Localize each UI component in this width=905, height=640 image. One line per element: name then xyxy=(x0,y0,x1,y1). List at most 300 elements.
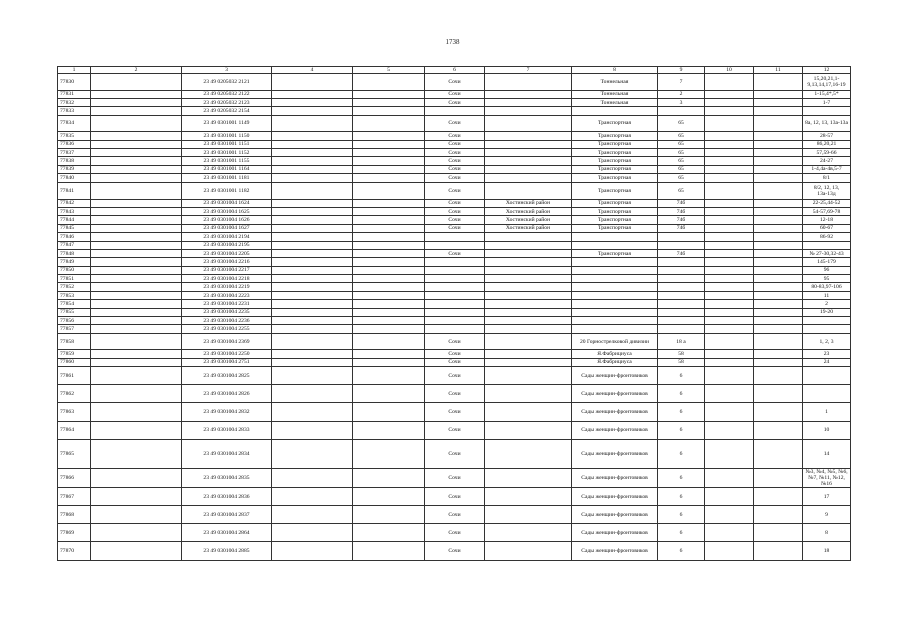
table-cell xyxy=(353,524,425,542)
table-cell xyxy=(272,148,353,156)
table-cell xyxy=(353,367,425,385)
table-row xyxy=(58,275,851,283)
table-cell xyxy=(705,333,754,350)
table-cell: Транспортная xyxy=(572,174,658,182)
table-cell: Сочи xyxy=(425,542,485,560)
table-row xyxy=(58,308,851,316)
table-cell xyxy=(272,524,353,542)
table-cell xyxy=(91,115,182,132)
table-cell xyxy=(485,317,572,325)
table-cell: 28-57 xyxy=(803,132,851,140)
table-cell xyxy=(754,207,803,215)
table-cell: 23 xyxy=(803,350,851,358)
table-cell: 77834 xyxy=(58,115,91,132)
table-cell xyxy=(485,325,572,333)
table-cell: 65 xyxy=(658,140,705,148)
table-cell xyxy=(705,385,754,403)
table-row xyxy=(58,300,851,308)
table-cell xyxy=(353,115,425,132)
table-row xyxy=(58,421,851,439)
table-cell: 77831 xyxy=(58,90,91,98)
table-cell xyxy=(91,216,182,224)
table-cell: Сочи xyxy=(425,468,485,487)
table-cell xyxy=(272,283,353,291)
table-cell xyxy=(272,403,353,421)
table-cell: 80-83,97-106 xyxy=(803,283,851,291)
column-header: 10 xyxy=(705,67,754,74)
table-cell: 65 xyxy=(658,132,705,140)
table-cell: Сады женщин-фронтовиков xyxy=(572,367,658,385)
table-cell xyxy=(572,325,658,333)
table-cell: 23 49 0301004 2216 xyxy=(182,258,272,266)
table-cell xyxy=(353,132,425,140)
table-row xyxy=(58,403,851,421)
table-cell xyxy=(754,317,803,325)
table-cell xyxy=(705,506,754,524)
table-cell: 23 49 0301004 2832 xyxy=(182,403,272,421)
table-cell xyxy=(353,165,425,173)
table-cell: Хостинский район xyxy=(485,199,572,207)
table-cell xyxy=(754,258,803,266)
table-cell xyxy=(754,385,803,403)
table-cell: 23 49 0301004 1624 xyxy=(182,199,272,207)
column-header: 1 xyxy=(58,67,91,74)
table-cell xyxy=(754,421,803,439)
table-cell xyxy=(754,148,803,156)
table-cell xyxy=(705,140,754,148)
table-row xyxy=(58,249,851,257)
table-cell: Транспортная xyxy=(572,182,658,199)
table-cell xyxy=(353,487,425,505)
table-cell: Сочи xyxy=(425,524,485,542)
table-cell: 2 xyxy=(658,90,705,98)
table-cell: 77845 xyxy=(58,224,91,232)
table-cell xyxy=(272,350,353,358)
table-cell xyxy=(754,266,803,274)
table-cell: 77848 xyxy=(58,249,91,257)
table-cell: 77835 xyxy=(58,132,91,140)
table-cell: 6 xyxy=(658,487,705,505)
table-cell: 1 xyxy=(803,403,851,421)
table-cell xyxy=(353,199,425,207)
table-cell: 74б xyxy=(658,249,705,257)
table-cell: 77869 xyxy=(58,524,91,542)
column-header: 11 xyxy=(754,67,803,74)
table-cell xyxy=(754,98,803,106)
table-cell xyxy=(91,283,182,291)
table-cell: 23 49 0301004 2751 xyxy=(182,358,272,366)
table-cell: 23 49 0301001 1151 xyxy=(182,140,272,148)
table-cell: 77849 xyxy=(58,258,91,266)
table-cell xyxy=(91,308,182,316)
table-cell: 1-15,4*,5* xyxy=(803,90,851,98)
table-cell xyxy=(425,291,485,299)
table-cell: 6 xyxy=(658,403,705,421)
table-cell xyxy=(91,157,182,165)
table-cell xyxy=(705,148,754,156)
table-row xyxy=(58,98,851,106)
table-cell xyxy=(272,333,353,350)
table-cell xyxy=(91,275,182,283)
table-cell: 77852 xyxy=(58,283,91,291)
table-cell: 65 xyxy=(658,115,705,132)
table-cell xyxy=(705,115,754,132)
table-cell xyxy=(91,403,182,421)
table-cell xyxy=(705,308,754,316)
table-cell xyxy=(485,132,572,140)
table-cell xyxy=(91,233,182,241)
table-cell xyxy=(485,258,572,266)
table-cell xyxy=(705,300,754,308)
table-cell: Сочи xyxy=(425,249,485,257)
table-row xyxy=(58,524,851,542)
table-cell: Сочи xyxy=(425,199,485,207)
table-row xyxy=(58,506,851,524)
table-row xyxy=(58,174,851,182)
table-cell xyxy=(91,542,182,560)
table-cell xyxy=(425,233,485,241)
table-cell xyxy=(705,233,754,241)
table-cell xyxy=(572,317,658,325)
table-cell xyxy=(91,98,182,106)
table-cell: 19-20 xyxy=(803,308,851,316)
table-cell xyxy=(705,74,754,91)
table-cell xyxy=(754,468,803,487)
table-cell: 77836 xyxy=(58,140,91,148)
table-cell xyxy=(485,300,572,308)
table-cell: 86,20,21 xyxy=(803,140,851,148)
table-cell xyxy=(705,199,754,207)
table-cell: 8 xyxy=(803,524,851,542)
table-row xyxy=(58,132,851,140)
table-cell: 95 xyxy=(803,275,851,283)
table-cell xyxy=(353,98,425,106)
table-cell xyxy=(91,439,182,468)
table-cell: 145-179 xyxy=(803,258,851,266)
table-cell: 8а, 12, 13, 13а-13а xyxy=(803,115,851,132)
table-cell: 23 49 0301004 2195 xyxy=(182,241,272,249)
table-cell: 77868 xyxy=(58,506,91,524)
table-cell xyxy=(705,174,754,182)
table-cell xyxy=(91,506,182,524)
table-cell: 77865 xyxy=(58,439,91,468)
table-cell xyxy=(754,358,803,366)
table-cell: 23 49 0301004 1627 xyxy=(182,224,272,232)
table-cell: Сады женщин-фронтовиков xyxy=(572,403,658,421)
table-cell xyxy=(485,165,572,173)
table-cell xyxy=(754,300,803,308)
table-cell xyxy=(705,439,754,468)
table-cell xyxy=(91,224,182,232)
table-cell xyxy=(705,165,754,173)
table-row xyxy=(58,487,851,505)
table-cell xyxy=(425,325,485,333)
table-cell: 6 xyxy=(658,367,705,385)
table-cell: Сочи xyxy=(425,157,485,165)
column-header: 3 xyxy=(182,67,272,74)
table-cell: Сочи xyxy=(425,367,485,385)
table-cell xyxy=(705,157,754,165)
table-cell xyxy=(91,385,182,403)
table-cell: Сочи xyxy=(425,115,485,132)
table-cell xyxy=(705,107,754,115)
table-cell: 23 49 0301004 2223 xyxy=(182,291,272,299)
table-cell xyxy=(754,165,803,173)
table-cell xyxy=(572,291,658,299)
table-cell: 23 49 0301001 1150 xyxy=(182,132,272,140)
table-cell xyxy=(353,506,425,524)
table-cell xyxy=(272,300,353,308)
table-cell: Сады женщин-фронтовиков xyxy=(572,468,658,487)
table-cell: 6 xyxy=(658,439,705,468)
table-cell: Тоннельная xyxy=(572,74,658,91)
table-cell: 77861 xyxy=(58,367,91,385)
table-cell xyxy=(485,542,572,560)
table-cell xyxy=(485,524,572,542)
table-row xyxy=(58,74,851,91)
table-cell: 77860 xyxy=(58,358,91,366)
table-cell xyxy=(353,403,425,421)
table-cell xyxy=(485,275,572,283)
table-cell: Транспортная xyxy=(572,249,658,257)
table-cell xyxy=(754,90,803,98)
table-cell xyxy=(91,90,182,98)
table-cell: 24 xyxy=(803,358,851,366)
table-cell: 77830 xyxy=(58,74,91,91)
table-cell xyxy=(425,107,485,115)
table-cell: Хостинский район xyxy=(485,224,572,232)
table-cell xyxy=(91,468,182,487)
table-cell xyxy=(353,157,425,165)
table-cell: 60-67 xyxy=(803,224,851,232)
table-cell: 65 xyxy=(658,174,705,182)
table-cell xyxy=(485,487,572,505)
table-cell xyxy=(754,487,803,505)
table-row xyxy=(58,182,851,199)
table-cell: 77854 xyxy=(58,300,91,308)
table-cell: 23 49 0205032 2123 xyxy=(182,98,272,106)
table-cell xyxy=(272,367,353,385)
table-cell: 9 xyxy=(803,506,851,524)
table-cell xyxy=(705,421,754,439)
table-cell: Хостинский район xyxy=(485,207,572,215)
table-cell: Сочи xyxy=(425,385,485,403)
table-cell: 12-18 xyxy=(803,216,851,224)
table-cell: 77859 xyxy=(58,350,91,358)
table-cell: 77867 xyxy=(58,487,91,505)
table-cell: 77838 xyxy=(58,157,91,165)
table-cell xyxy=(803,107,851,115)
table-cell: Сочи xyxy=(425,224,485,232)
table-cell xyxy=(91,249,182,257)
table-cell: 10 xyxy=(803,421,851,439)
table-cell: 23 49 0301004 2255 xyxy=(182,325,272,333)
table-row xyxy=(58,90,851,98)
table-cell xyxy=(353,291,425,299)
table-cell xyxy=(91,358,182,366)
table-cell: 77862 xyxy=(58,385,91,403)
table-cell: 23 49 0301004 2235 xyxy=(182,308,272,316)
table-cell xyxy=(272,140,353,148)
table-cell xyxy=(754,216,803,224)
table-cell xyxy=(572,283,658,291)
table-cell: 6 xyxy=(658,524,705,542)
table-cell xyxy=(272,157,353,165)
table-cell: Сочи xyxy=(425,74,485,91)
table-row xyxy=(58,233,851,241)
table-cell xyxy=(425,275,485,283)
table-cell xyxy=(353,317,425,325)
table-cell: Сочи xyxy=(425,216,485,224)
table-cell xyxy=(353,385,425,403)
table-cell: 24-27 xyxy=(803,157,851,165)
table-row xyxy=(58,216,851,224)
table-cell xyxy=(353,182,425,199)
table-cell: 65 xyxy=(658,157,705,165)
table-cell xyxy=(572,275,658,283)
table-cell: Транспортная xyxy=(572,165,658,173)
table-cell xyxy=(353,308,425,316)
table-cell: Сочи xyxy=(425,148,485,156)
table-cell xyxy=(705,283,754,291)
table-cell xyxy=(485,182,572,199)
table-cell xyxy=(272,468,353,487)
table-cell xyxy=(91,174,182,182)
table-cell: 23 49 0301004 2885 xyxy=(182,542,272,560)
table-cell xyxy=(91,325,182,333)
table-cell: 23 49 0301004 2194 xyxy=(182,233,272,241)
table-cell xyxy=(485,439,572,468)
table-cell xyxy=(272,542,353,560)
table-cell xyxy=(485,233,572,241)
table-cell: 11 xyxy=(803,291,851,299)
column-header: 8 xyxy=(572,67,658,74)
table-row xyxy=(58,367,851,385)
table-cell: 77841 xyxy=(58,182,91,199)
table-row xyxy=(58,468,851,487)
table-cell: Транспортная xyxy=(572,115,658,132)
table-cell: Я.Фабрициуса xyxy=(572,350,658,358)
table-cell xyxy=(754,74,803,91)
table-cell xyxy=(658,258,705,266)
table-cell: 23 49 0301004 1625 xyxy=(182,207,272,215)
table-cell: Сочи xyxy=(425,90,485,98)
table-cell: 77837 xyxy=(58,148,91,156)
table-row xyxy=(58,385,851,403)
table-cell xyxy=(754,182,803,199)
table-cell xyxy=(353,258,425,266)
table-cell xyxy=(658,317,705,325)
table-cell: 18 xyxy=(803,542,851,560)
table-cell xyxy=(272,317,353,325)
table-cell: 77842 xyxy=(58,199,91,207)
table-cell xyxy=(272,258,353,266)
table-cell: 74б xyxy=(658,224,705,232)
table-cell xyxy=(353,283,425,291)
table-cell: 77833 xyxy=(58,107,91,115)
table-cell: № 27-30,32-43 xyxy=(803,249,851,257)
table-cell xyxy=(658,233,705,241)
table-cell xyxy=(353,333,425,350)
table-cell xyxy=(485,308,572,316)
table-cell xyxy=(91,182,182,199)
table-cell xyxy=(572,258,658,266)
table-cell xyxy=(353,233,425,241)
table-cell: 23 49 0301004 2835 xyxy=(182,468,272,487)
table-cell xyxy=(353,300,425,308)
table-cell xyxy=(705,524,754,542)
table-cell xyxy=(272,115,353,132)
table-cell xyxy=(425,308,485,316)
table-cell: 57,59-66 xyxy=(803,148,851,156)
table-cell: 23 49 0301004 2236 xyxy=(182,317,272,325)
table-cell xyxy=(485,333,572,350)
table-cell xyxy=(705,249,754,257)
table-cell xyxy=(272,506,353,524)
table-cell: 77847 xyxy=(58,241,91,249)
table-row xyxy=(58,333,851,350)
table-cell xyxy=(353,350,425,358)
table-cell xyxy=(91,524,182,542)
table-cell xyxy=(705,207,754,215)
table-cell xyxy=(485,157,572,165)
table-cell: Сочи xyxy=(425,350,485,358)
table-cell: 17 xyxy=(803,487,851,505)
table-cell: 3 xyxy=(658,98,705,106)
table-cell: 86-92 xyxy=(803,233,851,241)
table-cell: 23 49 0205032 2154 xyxy=(182,107,272,115)
table-cell xyxy=(353,148,425,156)
table-cell: 23 49 0301004 2219 xyxy=(182,283,272,291)
table-cell: 23 49 0301001 1155 xyxy=(182,157,272,165)
table-cell xyxy=(353,140,425,148)
table-cell: 6 xyxy=(658,542,705,560)
table-cell xyxy=(425,266,485,274)
table-cell: Сочи xyxy=(425,403,485,421)
table-cell xyxy=(705,367,754,385)
table-cell xyxy=(754,115,803,132)
table-cell: Сочи xyxy=(425,174,485,182)
table-row xyxy=(58,317,851,325)
table-cell xyxy=(91,207,182,215)
table-cell xyxy=(353,468,425,487)
table-cell xyxy=(91,132,182,140)
table-cell: 65 xyxy=(658,165,705,173)
table-cell xyxy=(91,333,182,350)
table-row xyxy=(58,165,851,173)
table-cell: Сочи xyxy=(425,358,485,366)
table-cell xyxy=(353,90,425,98)
table-cell xyxy=(705,358,754,366)
table-cell: 96 xyxy=(803,266,851,274)
table-cell xyxy=(272,199,353,207)
table-cell xyxy=(705,216,754,224)
table-cell: Транспортная xyxy=(572,216,658,224)
table-row xyxy=(58,350,851,358)
table-cell: 77850 xyxy=(58,266,91,274)
table-cell xyxy=(272,74,353,91)
table-cell xyxy=(754,132,803,140)
column-header: 4 xyxy=(272,67,353,74)
table-cell xyxy=(485,107,572,115)
table-row xyxy=(58,283,851,291)
table-cell: 77844 xyxy=(58,216,91,224)
table-cell xyxy=(485,385,572,403)
table-cell xyxy=(485,283,572,291)
table-cell xyxy=(754,439,803,468)
table-cell xyxy=(485,140,572,148)
table-cell xyxy=(658,266,705,274)
